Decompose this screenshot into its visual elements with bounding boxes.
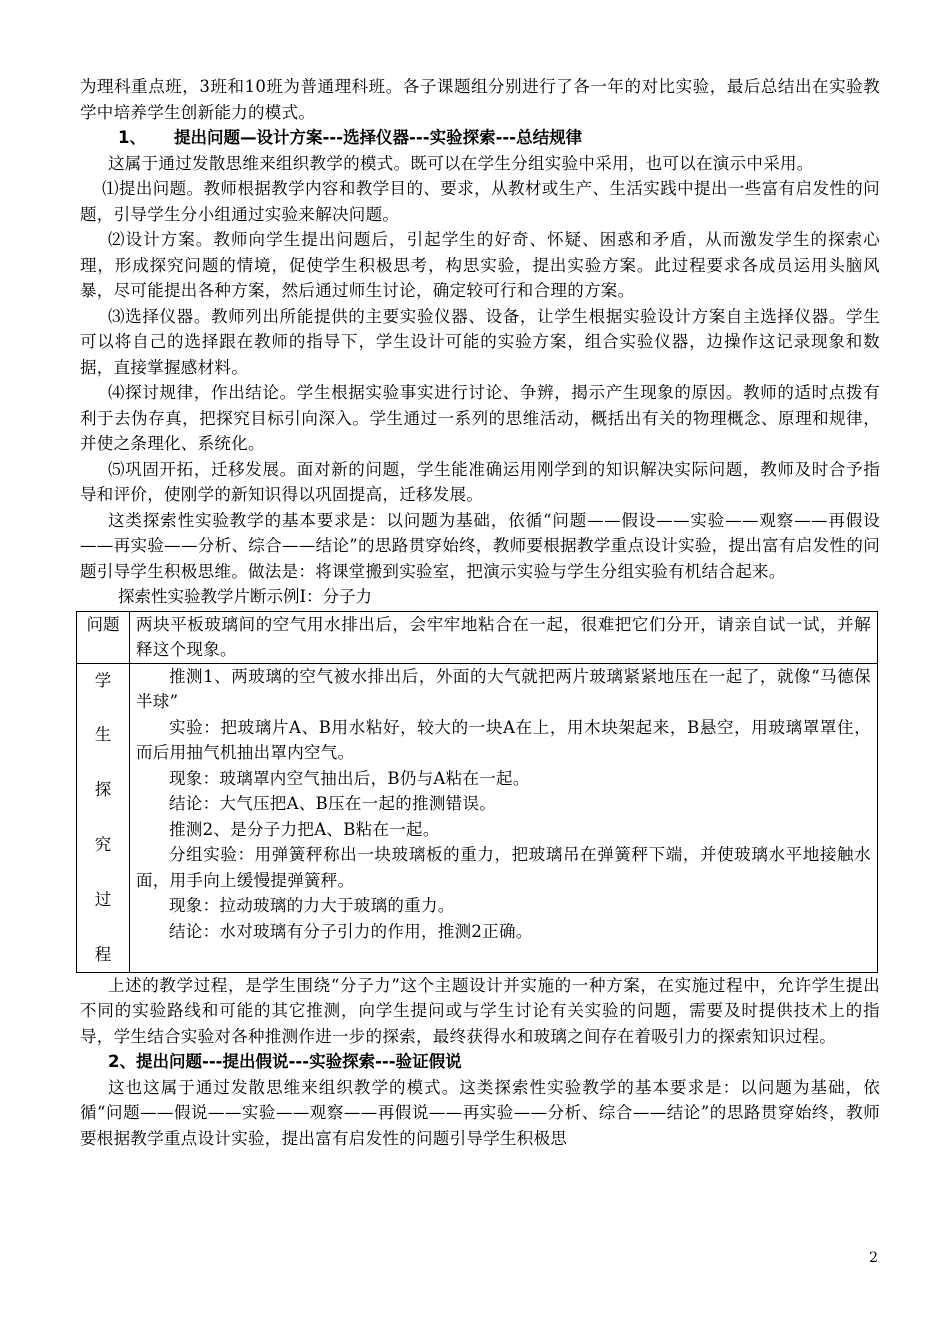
process-label-char: 学 — [94, 670, 112, 690]
section-1-title: 提出问题—设计方案---选择仪器---实验探索---总结规律 — [174, 128, 583, 147]
section-1-number: 1、 — [118, 128, 146, 147]
question-text — [130, 611, 878, 663]
process-line: 分组实验：用弹簧秤称出一块玻璃板的重力，把玻璃吊在弹簧秤下端，并使玻璃水平地接触水面，用手向上缓慢提弹簧秤。 — [136, 845, 871, 890]
question-body: 两块平板玻璃间的空气用水排出后，会牢牢地粘合在一起，很难把它们分开，请亲自试一试，并解释这个现象。 — [136, 614, 871, 659]
process-line: 实验：把玻璃片A、B用水粘好，较大的一块A在上，用木块架起来，B悬空，用玻璃罩罩住，而后用抽气机抽出罩内空气。 — [136, 717, 871, 762]
step-1: ⑴提出问题。教师根据教学内容和教学目的、要求，从教材或生产、生活实践中提出一些富有启发性的问题，引导学生分小组通过实验来解决问题。 — [80, 179, 880, 224]
section-1-heading — [80, 125, 880, 151]
process-line: 现象：玻璃罩内空气抽出后，B仍与A粘在一起。 — [169, 768, 530, 788]
process-line: 现象：拉动玻璃的力大于玻璃的重力。 — [169, 896, 455, 915]
section-2-intro: 这也这属于通过发散思维来组织教学的模式。这类探索性实验教学的基本要求是：以问题为基础，依循“问题——假说——实验——观察——再假说——再实验——分析、综合——结论”的思路贯穿始终，教师要根据教学重点设计实验，提出富有启发性的问题引导学生积极思 — [80, 1077, 880, 1148]
page-number: 2 — [869, 1250, 878, 1266]
process-line: 结论：水对玻璃有分子引力的作用，推测2正确。 — [169, 921, 533, 941]
document-page — [80, 74, 880, 1151]
section-2-heading: 2、提出问题---提出假说---实验探索---验证假说 — [108, 1052, 462, 1071]
example-caption: 探索性实验教学片断示例Ⅰ：分子力 — [118, 587, 373, 606]
process-body — [130, 663, 878, 972]
process-label-char: 究 — [94, 835, 112, 855]
step-5: ⑸巩固开拓，迁移发展。面对新的问题，学生能准确运用刚学到的知识解决实际问题，教师及时合予指导和评价，使刚学的新知识得以巩固提高，迁移发展。 — [80, 459, 880, 504]
question-row — [77, 611, 878, 663]
example-table — [76, 611, 878, 973]
step-2: ⑵设计方案。教师向学生提出问题后，引起学生的好奇、怀疑、困惑和矛盾，从而激发学生的探索心理，形成探究问题的情境，促使学生积极思考，构思实验，提出实验方案。此过程要求各成员运用头脑风暴，尽可能提出各种方案，然后通过师生讨论，确定较可行和合理的方案。 — [80, 230, 880, 300]
process-label-char: 过 — [94, 890, 112, 910]
continued-paragraph: 为理科重点班，3班和10班为普通理科班。各子课题组分别进行了各一年的对比实验，最后总结出在实验教学中培养学生创新能力的模式。 — [80, 77, 880, 122]
summary-paragraph: 上述的教学过程，是学生围绕“分子力”这个主题设计并实施的一种方案，在实施过程中，允许学生提出不同的实验路线和可能的其它推测，向学生提问或与学生讨论有关实验的问题，需要及时提供技术上的指导，学生结合实验对各种推测作进一步的探索，最终获得水和玻璃之间存在着吸引力的探索知识过程。 — [80, 975, 880, 1046]
step-3: ⑶选择仪器。教师列出所能提供的主要实验仪器、设备，让学生根据实验设计方案自主选择仪器。学生可以将自己的选择跟在教师的指导下，学生设计可能的实验方案，组合实验仪器，边操作这记录现象和数据，直接掌握感材料。 — [80, 306, 880, 377]
process-row — [77, 663, 878, 972]
step-4: ⑷探讨规律，作出结论。学生根据实验事实进行讨论、争辨，揭示产生现象的原因。教师的适时点拨有利于去伪存真，把探究目标引向深入。学生通过一系列的思维活动，概括出有关的物理概念、原理和规律，并使之条理化、系统化。 — [80, 383, 880, 453]
process-line: 结论：大气压把A、B压在一起的推测错误。 — [169, 794, 497, 813]
process-line: 推测2、是分子力把A、B粘在一起。 — [169, 819, 440, 839]
question-label: 问题 — [77, 611, 130, 663]
process-label-char: 程 — [94, 944, 112, 964]
section-1-intro: 这属于通过发散思维来组织教学的模式。既可以在学生分组实验中采用，也可以在演示中采用。 — [108, 153, 814, 173]
process-label-char: 生 — [94, 725, 112, 745]
process-label-char: 探 — [94, 780, 112, 800]
requirement-paragraph: 这类探索性实验教学的基本要求是：以问题为基础，依循“问题——假设——实验——观察——再假设——再实验——分析、综合——结论”的思路贯穿始终，教师要根据教学重点设计实验，提出富有启发性的问题引导学生积极思维。做法是：将课堂搬到实验室，把演示实验与学生分组实验有机结合起来。 — [80, 510, 880, 581]
process-line: 推测1、两玻璃的空气被水排出后，外面的大气就把两片玻璃紧紧地压在一起了，就像“马德保半球” — [136, 666, 871, 711]
process-label — [77, 663, 130, 972]
